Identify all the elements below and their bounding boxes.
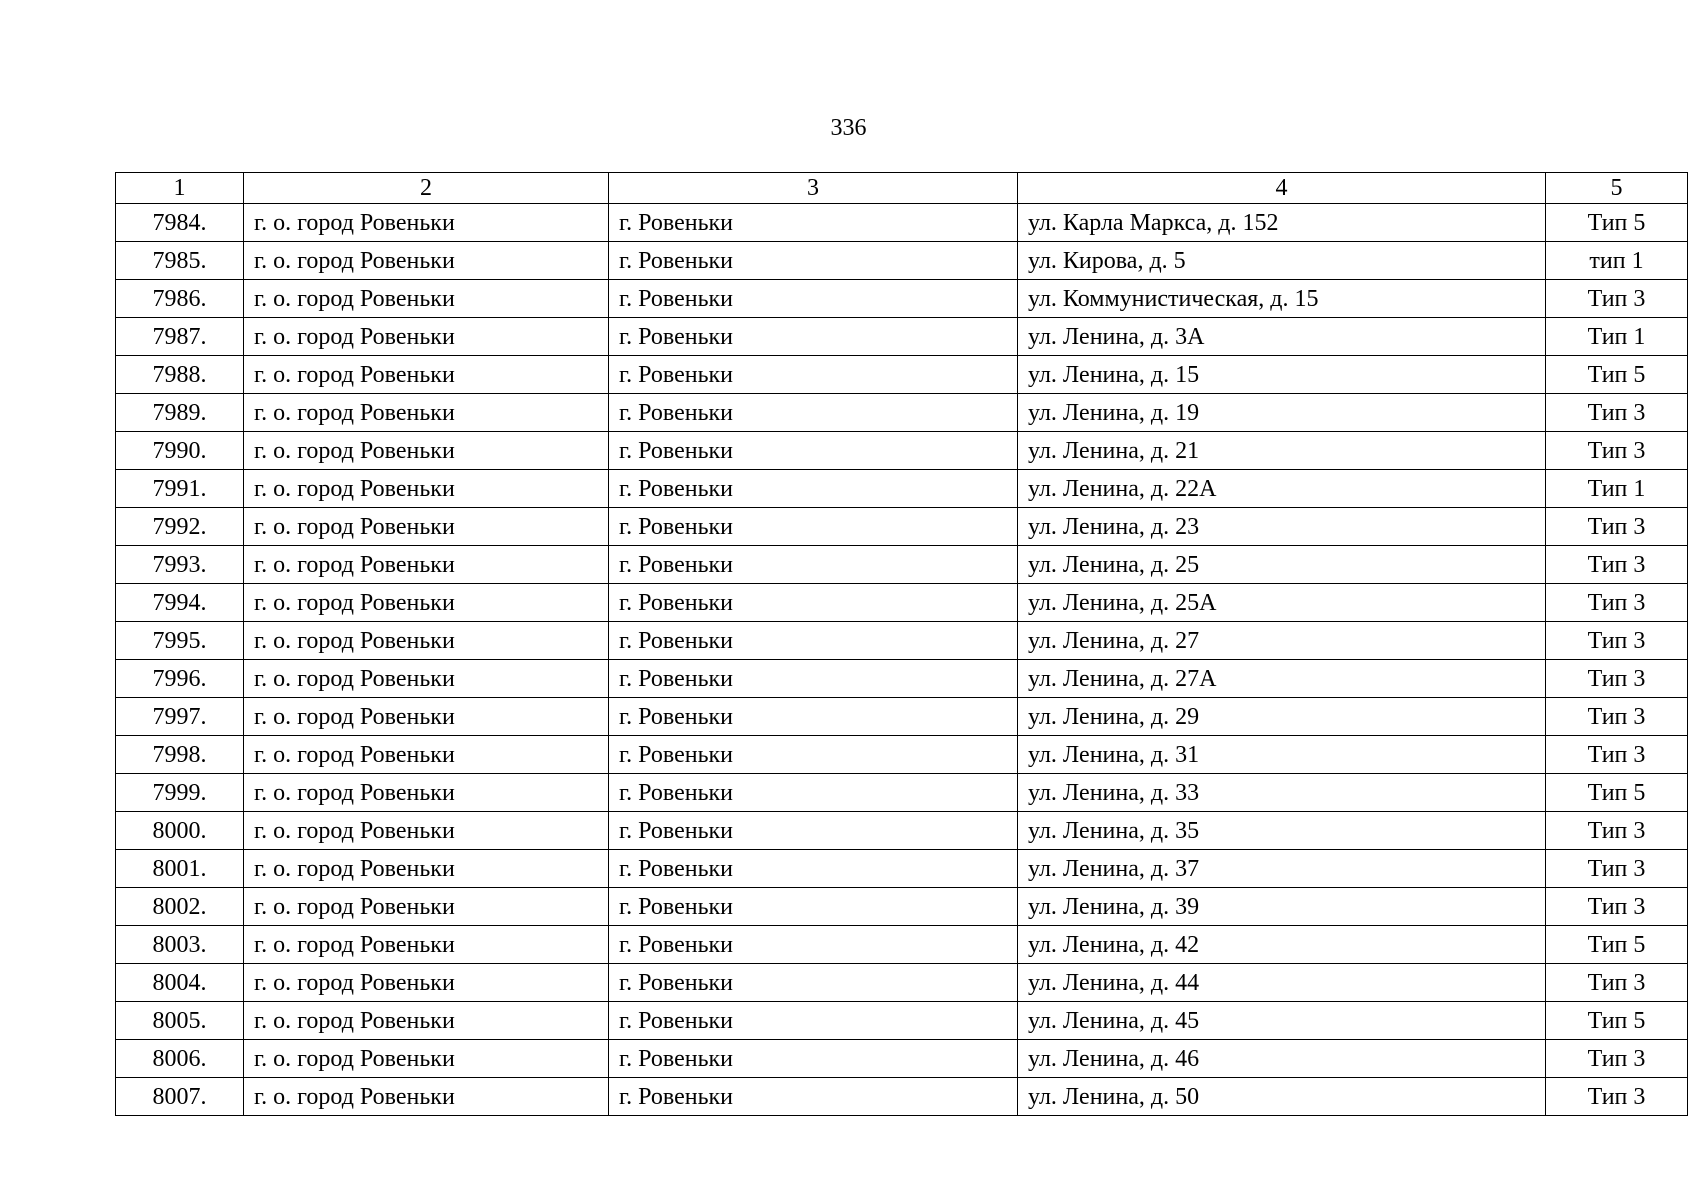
- cell-building-type: Тип 3: [1546, 888, 1688, 926]
- cell-settlement: г. Ровеньки: [609, 1078, 1018, 1116]
- cell-building-type: Тип 1: [1546, 318, 1688, 356]
- table-row: [116, 812, 1688, 850]
- cell-building-type: Тип 3: [1546, 812, 1688, 850]
- cell-municipal-district: г. о. город Ровеньки: [244, 698, 609, 736]
- cell-building-type: Тип 3: [1546, 584, 1688, 622]
- cell-address: ул. Ленина, д. 23: [1018, 508, 1546, 546]
- cell-municipal-district: г. о. город Ровеньки: [244, 1078, 609, 1116]
- table-row: [116, 850, 1688, 888]
- cell-row-number: 7988.: [116, 356, 244, 394]
- cell-row-number: 7997.: [116, 698, 244, 736]
- cell-municipal-district: г. о. город Ровеньки: [244, 204, 609, 242]
- cell-settlement: г. Ровеньки: [609, 774, 1018, 812]
- table-row: [116, 432, 1688, 470]
- cell-building-type: Тип 5: [1546, 774, 1688, 812]
- cell-settlement: г. Ровеньки: [609, 736, 1018, 774]
- cell-row-number: 8000.: [116, 812, 244, 850]
- cell-row-number: 7986.: [116, 280, 244, 318]
- cell-settlement: г. Ровеньки: [609, 888, 1018, 926]
- cell-settlement: г. Ровеньки: [609, 926, 1018, 964]
- cell-municipal-district: г. о. город Ровеньки: [244, 774, 609, 812]
- cell-row-number: 7999.: [116, 774, 244, 812]
- cell-building-type: Тип 3: [1546, 622, 1688, 660]
- table-row: [116, 242, 1688, 280]
- cell-building-type: Тип 3: [1546, 660, 1688, 698]
- cell-municipal-district: г. о. город Ровеньки: [244, 508, 609, 546]
- cell-settlement: г. Ровеньки: [609, 812, 1018, 850]
- cell-municipal-district: г. о. город Ровеньки: [244, 1002, 609, 1040]
- table-row: [116, 774, 1688, 812]
- cell-address: ул. Ленина, д. 35: [1018, 812, 1546, 850]
- table-row: [116, 394, 1688, 432]
- cell-address: ул. Ленина, д. 45: [1018, 1002, 1546, 1040]
- cell-building-type: Тип 5: [1546, 356, 1688, 394]
- cell-row-number: 7984.: [116, 204, 244, 242]
- cell-settlement: г. Ровеньки: [609, 508, 1018, 546]
- cell-municipal-district: г. о. город Ровеньки: [244, 470, 609, 508]
- cell-address: ул. Ленина, д. 27А: [1018, 660, 1546, 698]
- cell-row-number: 7987.: [116, 318, 244, 356]
- cell-row-number: 7989.: [116, 394, 244, 432]
- cell-building-type: Тип 5: [1546, 926, 1688, 964]
- cell-building-type: Тип 3: [1546, 698, 1688, 736]
- table-row: [116, 660, 1688, 698]
- cell-municipal-district: г. о. город Ровеньки: [244, 660, 609, 698]
- cell-row-number: 7995.: [116, 622, 244, 660]
- cell-building-type: Тип 3: [1546, 964, 1688, 1002]
- cell-address: ул. Ленина, д. 37: [1018, 850, 1546, 888]
- cell-building-type: Тип 3: [1546, 1078, 1688, 1116]
- cell-row-number: 8006.: [116, 1040, 244, 1078]
- cell-settlement: г. Ровеньки: [609, 964, 1018, 1002]
- cell-address: ул. Ленина, д. 39: [1018, 888, 1546, 926]
- header-row: [116, 173, 1688, 204]
- cell-address: ул. Коммунистическая, д. 15: [1018, 280, 1546, 318]
- table-row: [116, 926, 1688, 964]
- cell-row-number: 8004.: [116, 964, 244, 1002]
- cell-settlement: г. Ровеньки: [609, 356, 1018, 394]
- table-row: [116, 546, 1688, 584]
- table-body: [116, 204, 1688, 1116]
- cell-settlement: г. Ровеньки: [609, 204, 1018, 242]
- cell-building-type: Тип 5: [1546, 204, 1688, 242]
- cell-building-type: Тип 3: [1546, 1040, 1688, 1078]
- column-header-4: 4: [1018, 173, 1546, 204]
- cell-municipal-district: г. о. город Ровеньки: [244, 850, 609, 888]
- cell-building-type: Тип 3: [1546, 850, 1688, 888]
- cell-municipal-district: г. о. город Ровеньки: [244, 242, 609, 280]
- cell-settlement: г. Ровеньки: [609, 432, 1018, 470]
- cell-municipal-district: г. о. город Ровеньки: [244, 546, 609, 584]
- cell-address: ул. Ленина, д. 3А: [1018, 318, 1546, 356]
- cell-building-type: Тип 3: [1546, 508, 1688, 546]
- cell-address: ул. Ленина, д. 15: [1018, 356, 1546, 394]
- cell-address: ул. Ленина, д. 33: [1018, 774, 1546, 812]
- cell-municipal-district: г. о. город Ровеньки: [244, 584, 609, 622]
- table-row: [116, 622, 1688, 660]
- table-row: [116, 736, 1688, 774]
- table-row: [116, 888, 1688, 926]
- table-row: [116, 1002, 1688, 1040]
- cell-municipal-district: г. о. город Ровеньки: [244, 964, 609, 1002]
- cell-settlement: г. Ровеньки: [609, 698, 1018, 736]
- cell-municipal-district: г. о. город Ровеньки: [244, 280, 609, 318]
- cell-building-type: Тип 3: [1546, 432, 1688, 470]
- cell-building-type: Тип 3: [1546, 280, 1688, 318]
- column-header-3: 3: [609, 173, 1018, 204]
- table-row: [116, 508, 1688, 546]
- cell-address: ул. Карла Маркса, д. 152: [1018, 204, 1546, 242]
- table-row: [116, 356, 1688, 394]
- cell-row-number: 7998.: [116, 736, 244, 774]
- table-row: [116, 1040, 1688, 1078]
- table-header: [116, 173, 1688, 204]
- cell-municipal-district: г. о. город Ровеньки: [244, 432, 609, 470]
- table-row: [116, 318, 1688, 356]
- cell-municipal-district: г. о. город Ровеньки: [244, 736, 609, 774]
- table-row: [116, 964, 1688, 1002]
- cell-row-number: 7991.: [116, 470, 244, 508]
- cell-address: ул. Ленина, д. 22А: [1018, 470, 1546, 508]
- cell-settlement: г. Ровеньки: [609, 584, 1018, 622]
- cell-address: ул. Ленина, д. 44: [1018, 964, 1546, 1002]
- cell-address: ул. Ленина, д. 29: [1018, 698, 1546, 736]
- cell-address: ул. Ленина, д. 21: [1018, 432, 1546, 470]
- cell-settlement: г. Ровеньки: [609, 546, 1018, 584]
- cell-municipal-district: г. о. город Ровеньки: [244, 888, 609, 926]
- cell-municipal-district: г. о. город Ровеньки: [244, 394, 609, 432]
- table-row: [116, 470, 1688, 508]
- cell-address: ул. Ленина, д. 25А: [1018, 584, 1546, 622]
- cell-building-type: Тип 1: [1546, 470, 1688, 508]
- column-header-5: 5: [1546, 173, 1688, 204]
- cell-settlement: г. Ровеньки: [609, 470, 1018, 508]
- cell-municipal-district: г. о. город Ровеньки: [244, 356, 609, 394]
- cell-address: ул. Кирова, д. 5: [1018, 242, 1546, 280]
- column-header-1: 1: [116, 173, 244, 204]
- cell-building-type: тип 1: [1546, 242, 1688, 280]
- cell-address: ул. Ленина, д. 19: [1018, 394, 1546, 432]
- cell-settlement: г. Ровеньки: [609, 850, 1018, 888]
- cell-municipal-district: г. о. город Ровеньки: [244, 1040, 609, 1078]
- table-row: [116, 204, 1688, 242]
- column-header-2: 2: [244, 173, 609, 204]
- table-row: [116, 280, 1688, 318]
- cell-row-number: 7994.: [116, 584, 244, 622]
- cell-address: ул. Ленина, д. 46: [1018, 1040, 1546, 1078]
- cell-settlement: г. Ровеньки: [609, 280, 1018, 318]
- cell-row-number: 8002.: [116, 888, 244, 926]
- cell-row-number: 8001.: [116, 850, 244, 888]
- cell-settlement: г. Ровеньки: [609, 622, 1018, 660]
- cell-address: ул. Ленина, д. 27: [1018, 622, 1546, 660]
- cell-building-type: Тип 5: [1546, 1002, 1688, 1040]
- cell-municipal-district: г. о. город Ровеньки: [244, 926, 609, 964]
- cell-settlement: г. Ровеньки: [609, 1002, 1018, 1040]
- cell-row-number: 7996.: [116, 660, 244, 698]
- table-row: [116, 584, 1688, 622]
- cell-municipal-district: г. о. город Ровеньки: [244, 812, 609, 850]
- cell-settlement: г. Ровеньки: [609, 660, 1018, 698]
- cell-row-number: 7993.: [116, 546, 244, 584]
- cell-settlement: г. Ровеньки: [609, 318, 1018, 356]
- cell-address: ул. Ленина, д. 31: [1018, 736, 1546, 774]
- cell-address: ул. Ленина, д. 42: [1018, 926, 1546, 964]
- cell-building-type: Тип 3: [1546, 394, 1688, 432]
- cell-settlement: г. Ровеньки: [609, 1040, 1018, 1078]
- cell-row-number: 8005.: [116, 1002, 244, 1040]
- cell-address: ул. Ленина, д. 25: [1018, 546, 1546, 584]
- cell-settlement: г. Ровеньки: [609, 394, 1018, 432]
- registry-table: [115, 172, 1688, 1116]
- cell-settlement: г. Ровеньки: [609, 242, 1018, 280]
- cell-row-number: 8007.: [116, 1078, 244, 1116]
- page-number: 336: [830, 115, 867, 141]
- table-row: [116, 698, 1688, 736]
- cell-municipal-district: г. о. город Ровеньки: [244, 318, 609, 356]
- cell-row-number: 7985.: [116, 242, 244, 280]
- cell-address: ул. Ленина, д. 50: [1018, 1078, 1546, 1116]
- cell-municipal-district: г. о. город Ровеньки: [244, 622, 609, 660]
- cell-row-number: 8003.: [116, 926, 244, 964]
- cell-row-number: 7992.: [116, 508, 244, 546]
- cell-building-type: Тип 3: [1546, 546, 1688, 584]
- cell-building-type: Тип 3: [1546, 736, 1688, 774]
- table-row: [116, 1078, 1688, 1116]
- cell-row-number: 7990.: [116, 432, 244, 470]
